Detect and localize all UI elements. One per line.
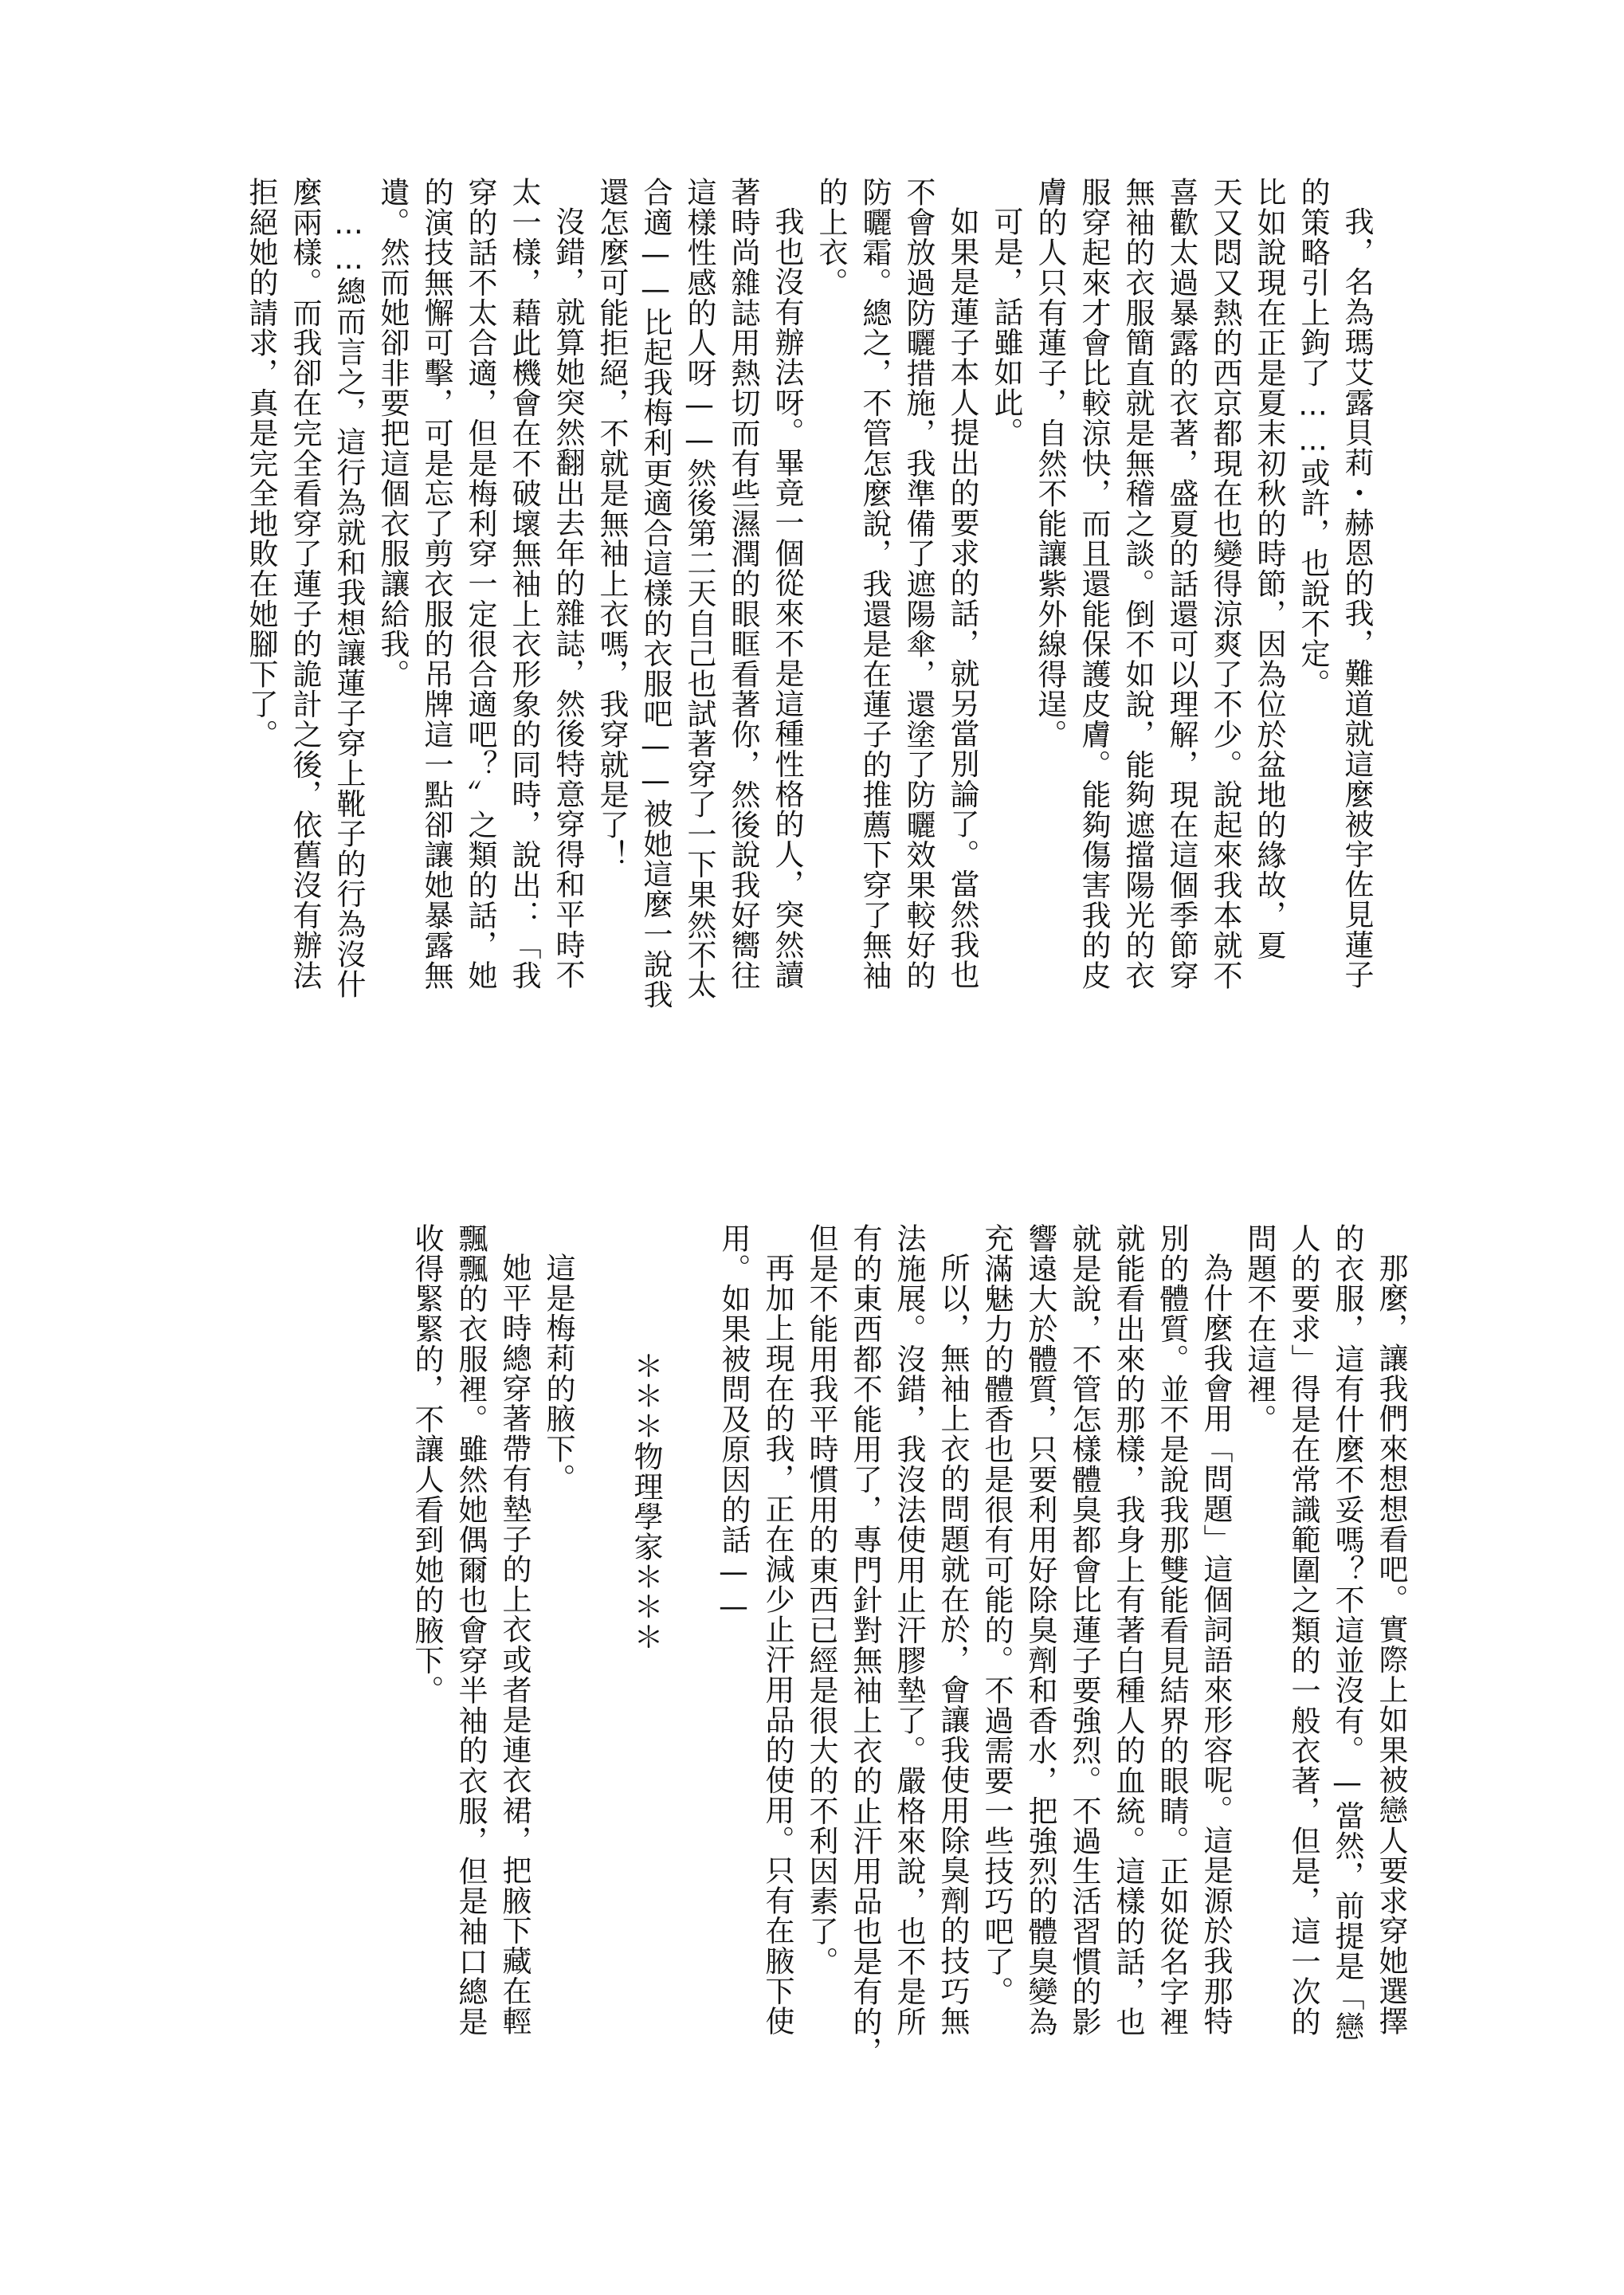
text-line: 就能看出來的那樣，我身上有著白種人的血統。這樣的話，也	[1111, 1223, 1145, 2037]
blank-line	[580, 1223, 624, 2259]
text-line: 人的要求」得是在常識範圍之類的一般衣著，但是，這一次的	[1286, 1223, 1320, 2037]
text-line: 用。如果被問及原因的話——	[716, 1223, 751, 1625]
section-divider: ＊＊＊物理學家＊＊＊	[629, 1351, 663, 1652]
text-line: 我也沒有辦法呀。畢竟一個從來不是這種性格的人，突然讀	[770, 206, 804, 990]
text-line: 防曬霜。總之，不管怎麼說，我還是在蓮子的推薦下穿了無袖	[857, 177, 892, 991]
text-line: 響遠大於體質，只要利用好除臭劑和香水，把強烈的體臭變為	[1023, 1223, 1057, 2037]
text-line: 收得緊緊的，不讓人看到她的腋下。	[410, 1223, 444, 1705]
text-line: 不會放過防曬措施，我準備了遮陽傘，還塗了防曬效果較好的	[901, 177, 936, 991]
text-line: 我，名為瑪艾露貝莉・赫恩的我，難道就這麼被宇佐見蓮子	[1340, 206, 1374, 990]
text-line: 就是說，不管怎樣體臭都會比蓮子要強烈。不過生活習慣的影	[1067, 1223, 1101, 2037]
upper-text-block	[239, 177, 1379, 1229]
text-line: 比如說現在正是夏末初秋的時節，因為位於盆地的緣故，夏	[1252, 177, 1286, 960]
text-line: 這是梅莉的腋下。	[541, 1253, 575, 1494]
text-line: 可是，話雖如此。	[989, 206, 1023, 448]
text-line: 服穿起來才會比較涼快，而且還能保護皮膚。能夠傷害我的皮	[1077, 177, 1111, 991]
text-line: 膚的人只有蓮子，自然不能讓紫外線得逞。	[1033, 177, 1067, 750]
text-line: 著時尚雜誌用熱切而有些濕潤的眼眶看著你，然後說我好嚮往	[726, 177, 760, 991]
text-line: ……總而言之，這行為就和我想讓蓮子穿上靴子的行為沒什	[331, 206, 366, 999]
text-line: 合適——比起我梅利更適合這樣的衣服吧——被她這麼一說我	[638, 177, 673, 1010]
text-line: 為什麼我會用「問題」這個詞語來形容呢。這是源於我那特	[1198, 1253, 1233, 2036]
text-line: 還怎麼可能拒絕，不就是無袖上衣嗎，我穿就是了！	[594, 177, 629, 870]
text-line: 沒錯，就算她突然翻出去年的雜誌，然後特意穿得和平時不	[551, 206, 585, 990]
text-line: 天又悶又熱的西京都現在也變得涼爽了不少。說起來我本就不	[1208, 177, 1242, 991]
text-line: 的上衣。	[814, 177, 848, 298]
text-line: 但是不能用我平時慣用的東西已經是很大的不利因素了。	[804, 1223, 838, 1976]
text-line: 喜歡太過暴露的衣著，盛夏的話還可以理解，現在這個季節穿	[1164, 177, 1198, 991]
text-line: 別的體質。並不是說我那雙能看見結界的眼睛。正如從名字裡	[1155, 1223, 1189, 2037]
text-line: 這樣性感的人呀——然後第二天自己也試著穿了一下果然不太	[682, 177, 716, 1000]
text-line: 太一樣，藉此機會在不破壞無袖上衣形象的同時，說出：「我	[507, 177, 541, 991]
text-line: 飄飄的衣服裡。雖然她偶爾也會穿半袖的衣服，但是袖口總是	[453, 1223, 488, 2037]
text-line: 她平時總穿著帶有墊子的上衣或者是連衣裙，把腋下藏在輕	[497, 1253, 532, 2036]
text-line: 穿的話不太合適，但是梅利穿一定很合適吧？〞之類的話，她	[463, 177, 497, 991]
text-line: 法施展。沒錯，我沒法使用止汗膠墊了。嚴格來說，也不是所	[892, 1223, 926, 2037]
text-line: 有的東西都不能用了，專門針對無袖上衣的止汗用品也是有的，	[848, 1223, 882, 2067]
text-line: 充滿魅力的體香也是很有可能的。不過需要一些技巧吧了。	[979, 1223, 1014, 2007]
text-line: 遺。然而她卻非要把這個衣服讓給我。	[375, 177, 410, 689]
text-line: 的策略引上鉤了……或許，也說不定。	[1296, 177, 1330, 699]
text-line: 那麼，讓我們來想想看吧。實際上如果被戀人要求穿她選擇	[1374, 1253, 1408, 2036]
text-line: 的演技無懈可擊，可是忘了剪衣服的吊牌這一點卻讓她暴露無	[419, 177, 453, 991]
text-line: 如果是蓮子本人提出的要求的話，就另當別論了。當然我也	[945, 206, 979, 990]
text-line: 麼兩樣。而我卻在完全看穿了蓮子的詭計之後，依舊沒有辦法	[288, 177, 322, 991]
text-line: 拒絕她的請求，真是完全地敗在她腳下了。	[244, 177, 278, 750]
text-line: 所以，無袖上衣的問題就在於，會讓我使用除臭劑的技巧無	[936, 1253, 970, 2036]
text-line: 無袖的衣服簡直就是無稽之談。倒不如說，能夠遮擋陽光的衣	[1120, 177, 1155, 991]
text-line: 問題不在這裡。	[1242, 1223, 1277, 1434]
lower-text-block	[405, 1223, 1413, 2259]
text-line: 的衣服，這有什麼不妥嗎？不這並沒有。—當然，前提是「戀	[1330, 1223, 1364, 2042]
text-line: 再加上現在的我，正在減少止汗用品的使用。只有在腋下使	[760, 1253, 794, 2036]
blank-line	[668, 1223, 712, 2259]
